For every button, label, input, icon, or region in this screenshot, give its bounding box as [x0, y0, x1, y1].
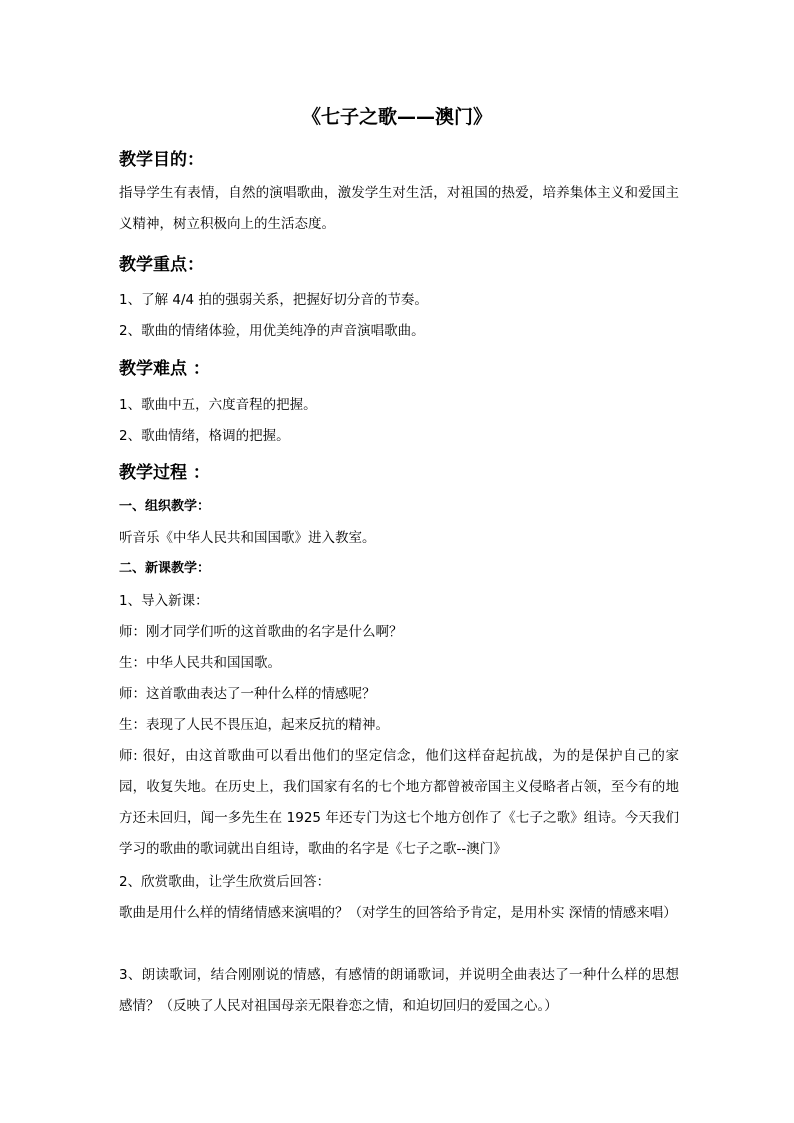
heading-process: 教学过程 ： — [119, 463, 210, 483]
step2-paragraph: 歌曲是用什么样的情绪情感来演唱的？（对学生的回答给予肯定，是用朴实 深情的情感来唱） — [119, 905, 677, 921]
dialogue-line-2: 生：中华人民共和国国歌。 — [119, 655, 281, 671]
part1-title: 一、组织教学： — [119, 499, 211, 514]
dialogue-line-1: 师：刚才同学们听的这首歌曲的名字是什么啊？ — [119, 624, 403, 640]
heading-objective: 教学目的： — [119, 150, 204, 170]
objective-paragraph: 指导学生有表情，自然的演唱歌曲，激发学生对生活，对祖国的热爱，培养集体主义和爱国主义精神，树立积极向上的生活态度。 — [119, 185, 679, 232]
key-point-item-2: 2、歌曲的情绪体验，用优美纯净的声音演唱歌曲。 — [119, 323, 425, 339]
heading-difficulties: 教学难点 ： — [119, 359, 210, 379]
dialogue-line-3: 师：这首歌曲表达了一种什么样的情感呢？ — [119, 686, 376, 702]
step3-paragraph: 3、朗读歌词，结合刚刚说的情感，有感情的朗诵歌词，并说明全曲表达了一种什么样的思想感情？（反映了人民对祖国母亲无限眷恋之情，和迫切回归的爱国之心。） — [119, 967, 679, 1014]
part2-title: 二、新课教学： — [119, 561, 211, 576]
heading-key-points: 教学重点： — [119, 255, 204, 275]
part1-text: 听音乐《中华人民共和国国歌》进入教室。 — [119, 530, 376, 546]
document-title: 《七子之歌——澳门》 — [301, 106, 492, 128]
key-point-item-1: 1、了解 4/4 拍的强弱关系，把握好切分音的节奏。 — [119, 292, 428, 308]
difficulty-item-2: 2、歌曲情绪，格调的把握。 — [119, 428, 290, 444]
step2-title: 2、欣赏歌曲，让学生欣赏后回答： — [119, 874, 331, 890]
teacher-paragraph: 师: 很好，由这首歌曲可以看出他们的坚定信念，他们这样奋起抗战，为的是保护自己的家园，收复失地。在历史上，我们国家有名的七个地方都曾被帝国主义侵略者占领，至今有的地方还未回归，闻一多先生在 1925 年还专门为这七个地方创作了《七子之歌》组诗。今天我们学习的歌曲的歌词就出自组诗，歌曲的名字是《七子之歌--澳门》 — [119, 748, 679, 857]
difficulty-item-1: 1、歌曲中五，六度音程的把握。 — [119, 397, 317, 413]
step1-title: 1、导入新课： — [119, 593, 209, 609]
dialogue-line-4: 生：表现了人民不畏压迫，起来反抗的精神。 — [119, 717, 389, 733]
